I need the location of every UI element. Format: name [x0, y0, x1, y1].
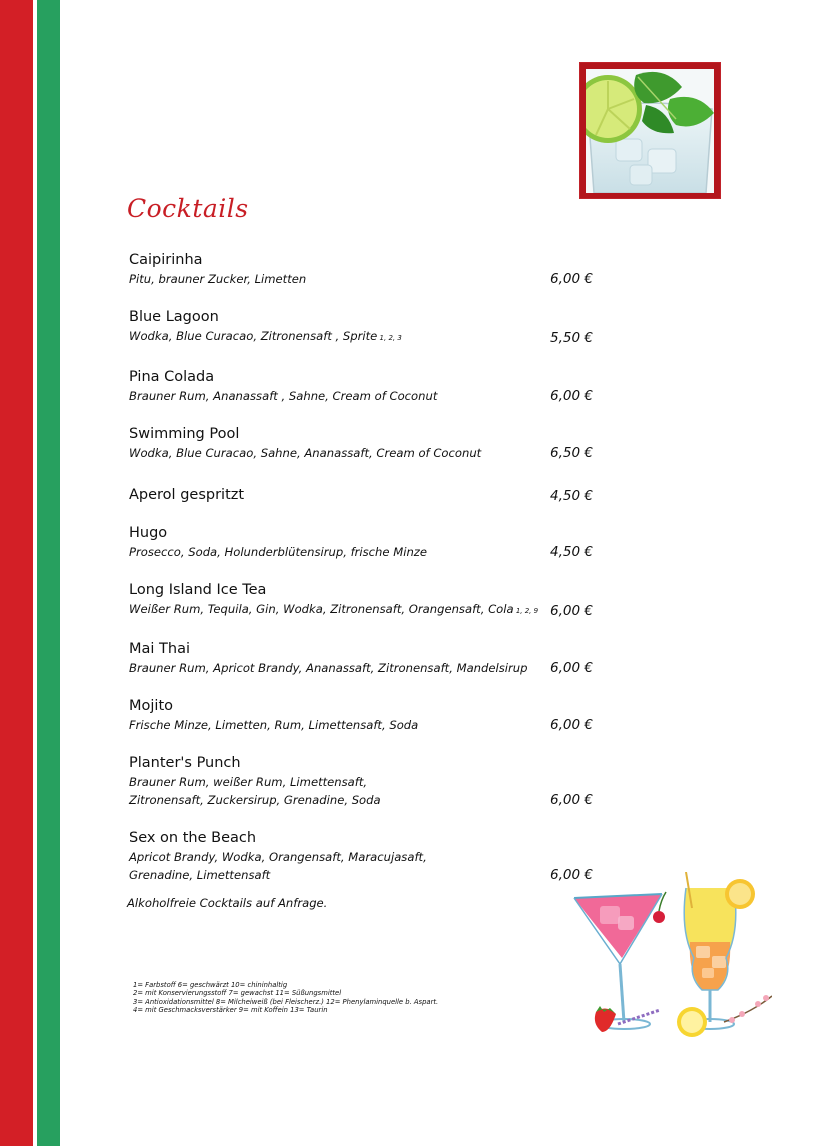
item-name: Mai Thai — [129, 641, 190, 657]
item-description: Wodka, Blue Curacao, Zitronensaft , Sprite 1, 2, 3 — [129, 329, 402, 343]
menu-item — [129, 368, 599, 405]
item-name: Aperol gespritzt — [129, 487, 245, 503]
menu-item — [129, 697, 599, 734]
item-description: Brauner Rum, weißer Rum, Limettensaft, — [129, 775, 368, 789]
item-price: 6,00 € — [550, 271, 593, 287]
page-title: Cocktails — [127, 194, 249, 223]
footnote-line: 1= Farbstoff 6= geschwärzt 10= chininhaltig — [133, 981, 288, 989]
item-description: Brauner Rum, Ananassaft , Sahne, Cream of Coconut — [129, 389, 438, 403]
item-price: 6,00 € — [550, 603, 593, 619]
menu-item — [129, 524, 599, 561]
item-description: Prosecco, Soda, Holunderblütensirup, frische Minze — [129, 545, 428, 559]
cocktail-menu — [129, 251, 599, 884]
red-stripe — [0, 0, 33, 1146]
menu-item — [129, 308, 599, 347]
item-description: Grenadine, Limettensaft — [129, 868, 271, 882]
item-description: Zitronensaft, Zuckersirup, Grenadine, Soda — [129, 793, 381, 807]
lime-mint-glass-illustration — [586, 69, 714, 193]
item-name: Long Island Ice Tea — [129, 582, 267, 598]
menu-item — [129, 251, 599, 288]
item-name: Hugo — [129, 525, 168, 541]
item-name: Planter's Punch — [129, 755, 241, 771]
green-stripe — [37, 0, 60, 1146]
item-price: 5,50 € — [550, 330, 593, 346]
lime-mint-photo — [579, 62, 721, 199]
menu-item — [129, 754, 599, 809]
item-price: 6,00 € — [550, 388, 593, 404]
menu-item — [129, 581, 599, 620]
non-alcoholic-note: Alkoholfreie Cocktails auf Anfrage. — [127, 896, 328, 910]
item-name: Pina Colada — [129, 369, 215, 385]
item-description: Apricot Brandy, Wodka, Orangensaft, Maracujasaft, — [129, 850, 427, 864]
item-name: Blue Lagoon — [129, 309, 219, 325]
item-price: 6,00 € — [550, 792, 593, 808]
item-name: Swimming Pool — [129, 426, 240, 442]
additive-footnotes — [133, 981, 438, 1015]
item-price: 6,00 € — [550, 660, 593, 676]
item-description: Wodka, Blue Curacao, Sahne, Ananassaft, Cream of Coconut — [129, 446, 482, 460]
menu-item — [129, 486, 599, 505]
footnote-line: 3= Antioxidationsmittel 8= Milcheiweiß (bei Fleischerz.) 12= Phenylaminquelle b. Aspart. — [133, 997, 439, 1006]
item-price: 6,50 € — [550, 445, 593, 461]
item-footnote-refs: 1, 2, 9 — [513, 607, 539, 615]
footnote-line: 4= mit Geschmacksverstärker 9= mit Koffein 13= Taurin — [133, 1006, 328, 1015]
footnote-line: 2= mit Konservierungsstoff 7= gewachst 11= Süßungsmittel — [133, 989, 342, 998]
menu-item — [129, 425, 599, 462]
menu-item — [129, 640, 599, 677]
item-footnote-refs: 1, 2, 3 — [377, 334, 402, 342]
item-price: 6,00 € — [550, 867, 593, 883]
item-description: Frische Minze, Limetten, Rum, Limettensaft, Soda — [129, 718, 419, 732]
item-price: 4,50 € — [550, 488, 593, 504]
item-name: Mojito — [129, 698, 173, 714]
item-price: 6,00 € — [550, 717, 593, 733]
item-price: 4,50 € — [550, 544, 593, 560]
item-name: Caipirinha — [129, 252, 203, 268]
item-description: Weißer Rum, Tequila, Gin, Wodka, Zitronensaft, Orangensaft, Cola 1, 2, 9 — [129, 602, 539, 616]
cocktail-glasses-illustration — [562, 872, 772, 1047]
item-name: Sex on the Beach — [129, 830, 257, 846]
item-description: Pitu, brauner Zucker, Limetten — [129, 272, 307, 286]
item-description: Brauner Rum, Apricot Brandy, Ananassaft, Zitronensaft, Mandelsirup — [129, 661, 528, 675]
menu-item — [129, 829, 599, 884]
